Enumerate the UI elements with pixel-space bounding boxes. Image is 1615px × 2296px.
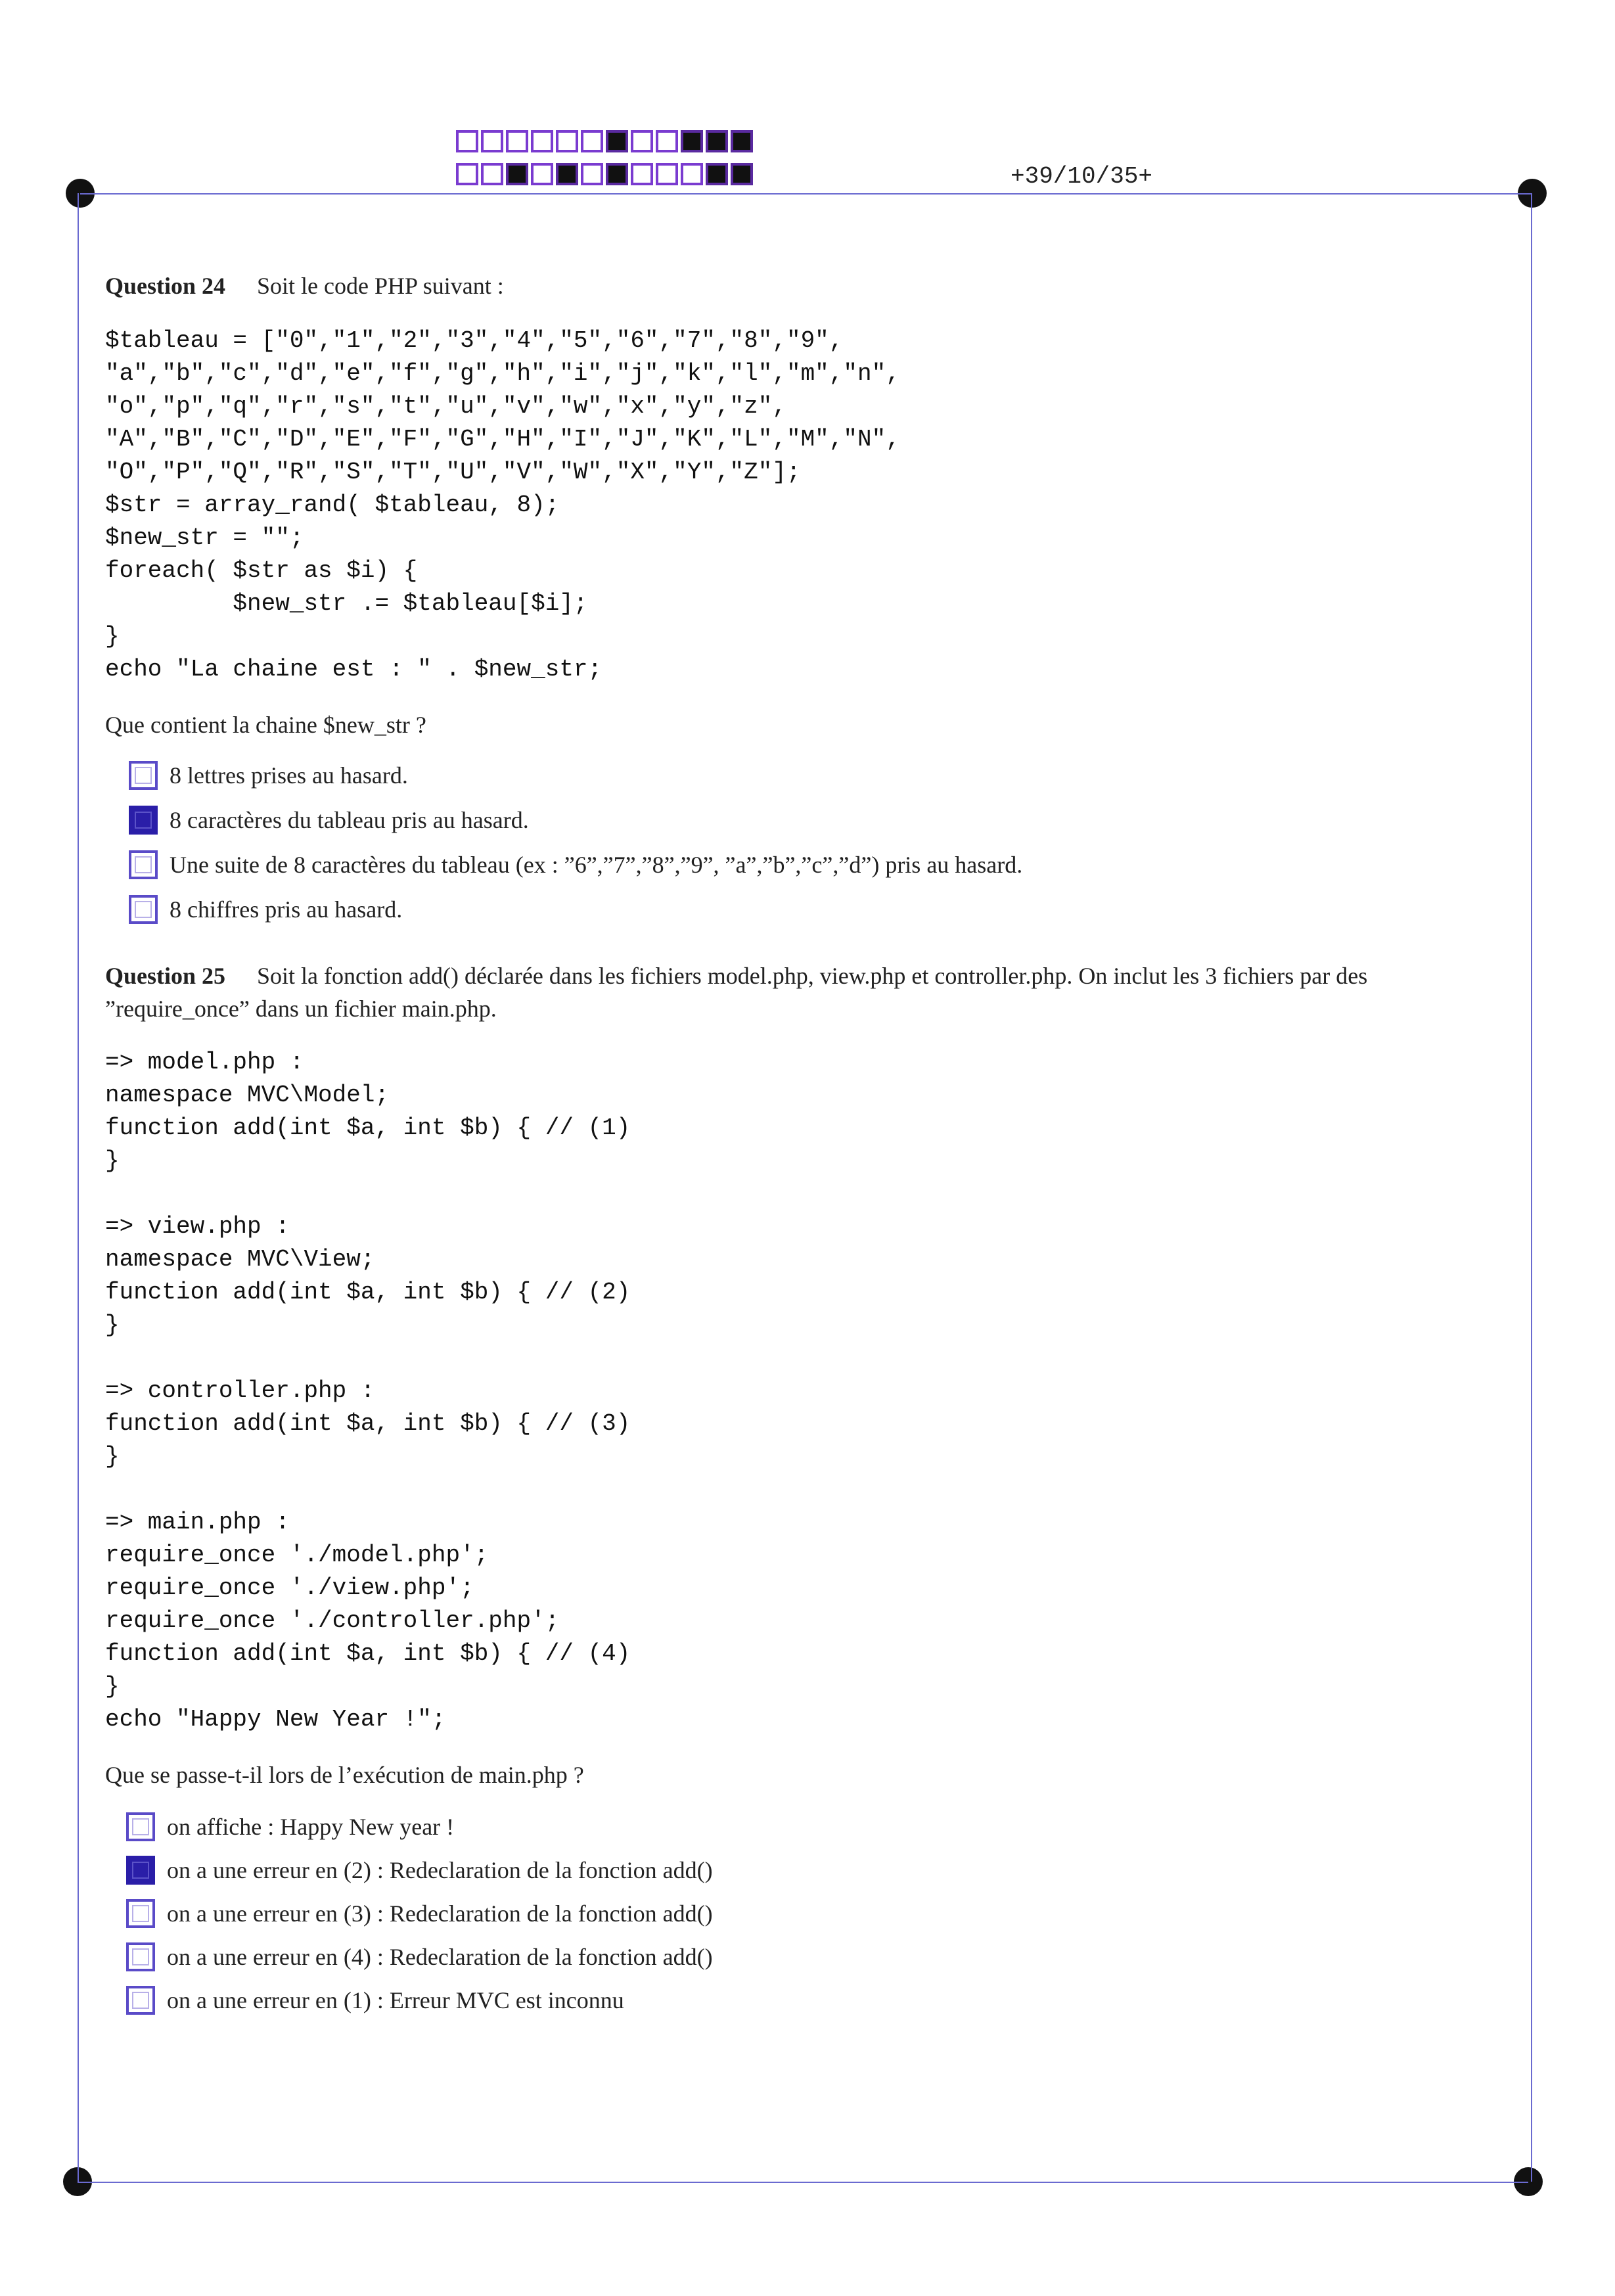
question-24-header	[105, 269, 1511, 302]
q24-option[interactable]	[129, 806, 529, 835]
checkbox[interactable]	[126, 1856, 155, 1885]
frame-right-line	[1531, 193, 1532, 2182]
frame-left-line	[78, 193, 79, 2182]
question-number: Question 24	[105, 273, 226, 299]
option-label: on affiche : Happy New year !	[167, 1814, 455, 1840]
code-box-filled	[731, 163, 753, 185]
code-box-empty	[681, 163, 703, 185]
q24-option[interactable]	[129, 850, 1022, 879]
checkbox[interactable]	[126, 1812, 155, 1841]
question-intro: Soit le code PHP suivant :	[257, 273, 504, 299]
checkbox[interactable]	[126, 1942, 155, 1971]
code-box-filled	[706, 163, 728, 185]
q24-option[interactable]	[129, 895, 402, 924]
code-box-filled	[706, 130, 728, 152]
code-box-empty	[531, 130, 553, 152]
code-box-filled	[606, 163, 628, 185]
code-box-filled	[606, 130, 628, 152]
code-box-filled	[681, 130, 703, 152]
option-label: 8 lettres prises au hasard.	[170, 762, 408, 789]
question-intro: Soit la fonction add() déclarée dans les fichiers model.php, view.php et controller.php. On inclut les 3 fichiers par des ”require_once” dans un fichier main.php.	[105, 963, 1368, 1022]
q24-prompt: Que contient la chaine $new_str ?	[105, 712, 426, 738]
option-label: Une suite de 8 caractères du tableau (ex : ”6”,”7”,”8”,”9”, ”a”,”b”,”c”,”d”) pris au hasard.	[170, 852, 1023, 878]
option-label: on a une erreur en (1) : Erreur MVC est inconnu	[167, 1987, 624, 2013]
code-box-empty	[456, 163, 478, 185]
q25-option[interactable]	[126, 1812, 454, 1841]
code-box-filled	[731, 130, 753, 152]
question-25-header	[105, 959, 1511, 1025]
code-box-empty	[656, 163, 678, 185]
q25-code-block: => model.php : namespace MVC\Model; function add(int $a, int $b) { // (1) } => view.php : namespace MVC\View; function add(int $a, int $b) { // (2) } => controller.php : function add(int $a, int $b) { // (3) } => main.php : require_once './model.php'; require_once './view.php'; require_once './controller.php'; function add(int $a, int $b) { // (4) } echo "Happy New Year !";	[105, 1049, 631, 1733]
sheet-id: +39/10/35+	[1011, 163, 1153, 190]
q25-option[interactable]	[126, 1942, 713, 1971]
checkbox[interactable]	[126, 1986, 155, 2015]
code-box-empty	[631, 130, 653, 152]
q25-option[interactable]	[126, 1899, 713, 1928]
checkbox[interactable]	[129, 761, 158, 790]
code-box-empty	[481, 163, 503, 185]
option-label: on a une erreur en (4) : Redeclaration de la fonction add()	[167, 1944, 713, 1970]
code-box-empty	[631, 163, 653, 185]
sheet-code-row-1	[456, 130, 756, 152]
code-box-empty	[656, 130, 678, 152]
code-box-filled	[506, 163, 528, 185]
frame-bottom-line	[78, 2182, 1528, 2183]
code-box-empty	[506, 130, 528, 152]
code-box-empty	[456, 130, 478, 152]
code-box-empty	[556, 130, 578, 152]
option-label: on a une erreur en (3) : Redeclaration de la fonction add()	[167, 1900, 713, 1927]
q24-code-block: $tableau = ["0","1","2","3","4","5","6","7","8","9", "a","b","c","d","e","f","g","h","i","j","k","l","m","n", "o","p","q","r","s","t","u","v","w","x","y","z", "A","B","C","D","E","F","G","H","I","J","K","L","M","N", "O","P","Q","R","S","T","U","V","W","X","Y","Z"]; $str = array_rand( $tableau, 8); $new_str = ""; foreach( $str as $i) { $new_str .= $tableau[$i]; } echo "La chaine est : " . $new_str;	[105, 327, 900, 683]
code-box-empty	[581, 163, 603, 185]
code-box-filled	[556, 163, 578, 185]
option-label: on a une erreur en (2) : Redeclaration de la fonction add()	[167, 1857, 713, 1883]
checkbox[interactable]	[129, 895, 158, 924]
checkbox[interactable]	[126, 1899, 155, 1928]
question-number: Question 25	[105, 963, 226, 989]
option-label: 8 caractères du tableau pris au hasard.	[170, 807, 529, 833]
q25-option[interactable]	[126, 1856, 713, 1885]
q24-option[interactable]	[129, 761, 408, 790]
code-box-empty	[581, 130, 603, 152]
code-box-empty	[531, 163, 553, 185]
code-box-empty	[481, 130, 503, 152]
q25-option[interactable]	[126, 1986, 624, 2015]
frame-top-line	[80, 193, 1532, 195]
sheet-code-row-2	[456, 163, 756, 185]
checkbox[interactable]	[129, 806, 158, 835]
q25-prompt: Que se passe-t-il lors de l’exécution de main.php ?	[105, 1762, 584, 1788]
option-label: 8 chiffres pris au hasard.	[170, 896, 403, 923]
checkbox[interactable]	[129, 850, 158, 879]
